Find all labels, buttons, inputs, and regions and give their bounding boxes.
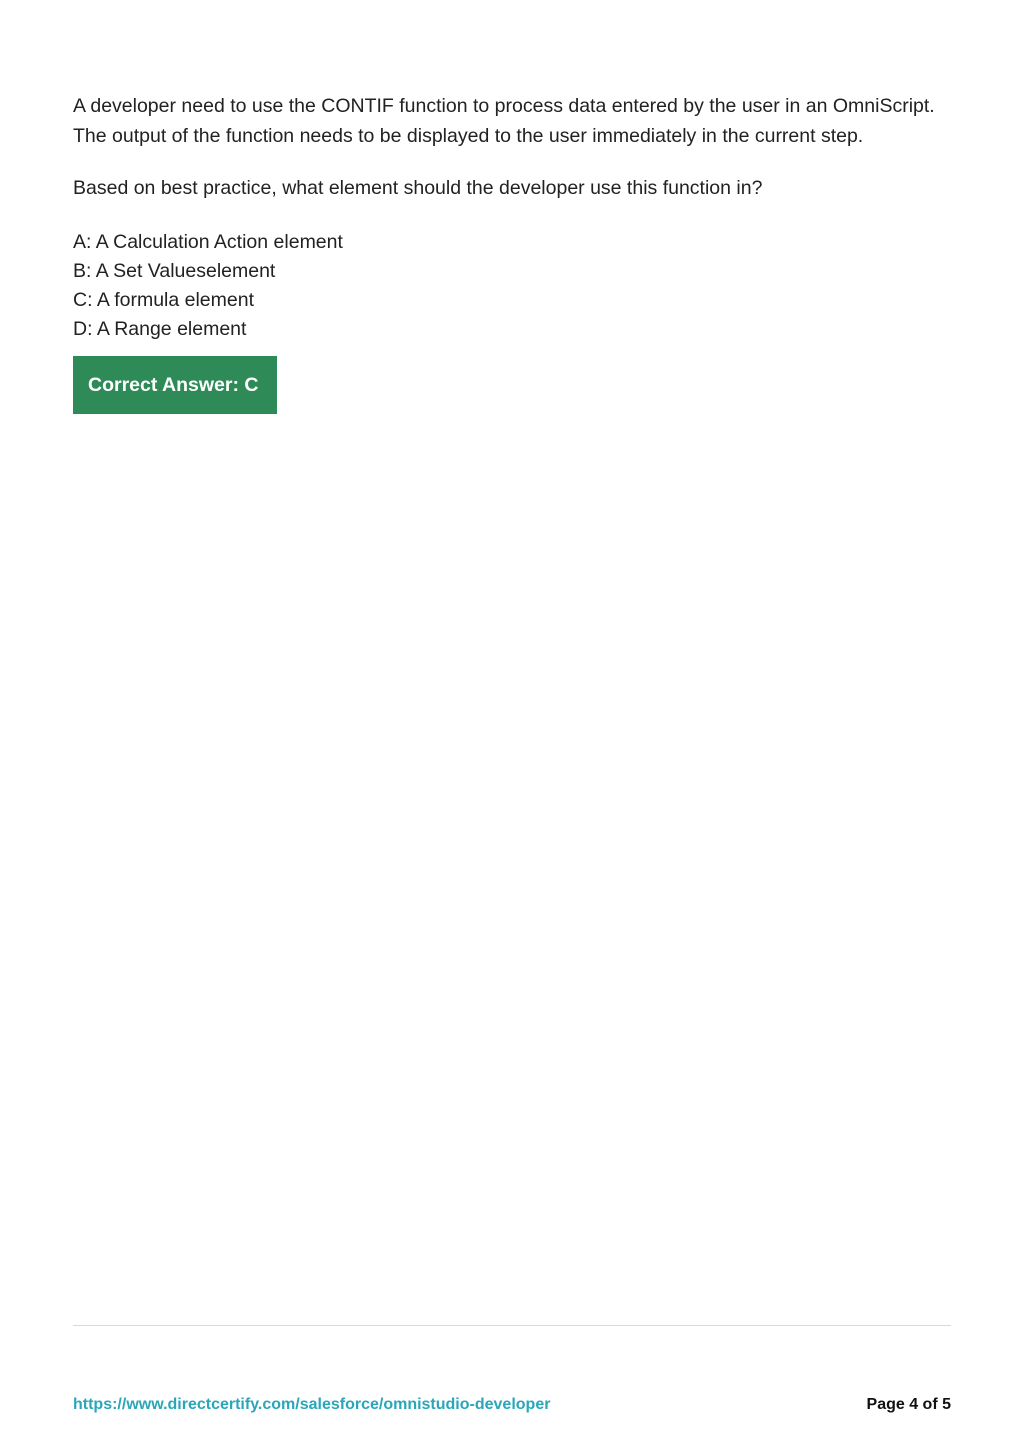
option-c: C: A formula element [73,289,255,312]
question-block [73,92,951,414]
question-text: A developer need to use the CONTIF function to process data entered by the user in an OmniScript. The output of the function needs to be displayed to the user immediately in the current step. [73,95,935,147]
option-b: B: A Set Valueselement [73,259,276,282]
option-a: A: A Calculation Action element [73,230,343,253]
footer-divider [73,1325,951,1326]
answer-options [73,228,951,345]
page-number: Page 4 of 5 [866,1396,951,1413]
question-prompt: Based on best practice, what element should the developer use this function in? [73,177,763,199]
option-d: D: A Range element [73,318,247,341]
footer-url-link[interactable]: https://www.directcertify.com/salesforce/omnistudio-developer [73,1396,551,1413]
correct-answer-badge: Correct Answer: C [73,356,277,414]
